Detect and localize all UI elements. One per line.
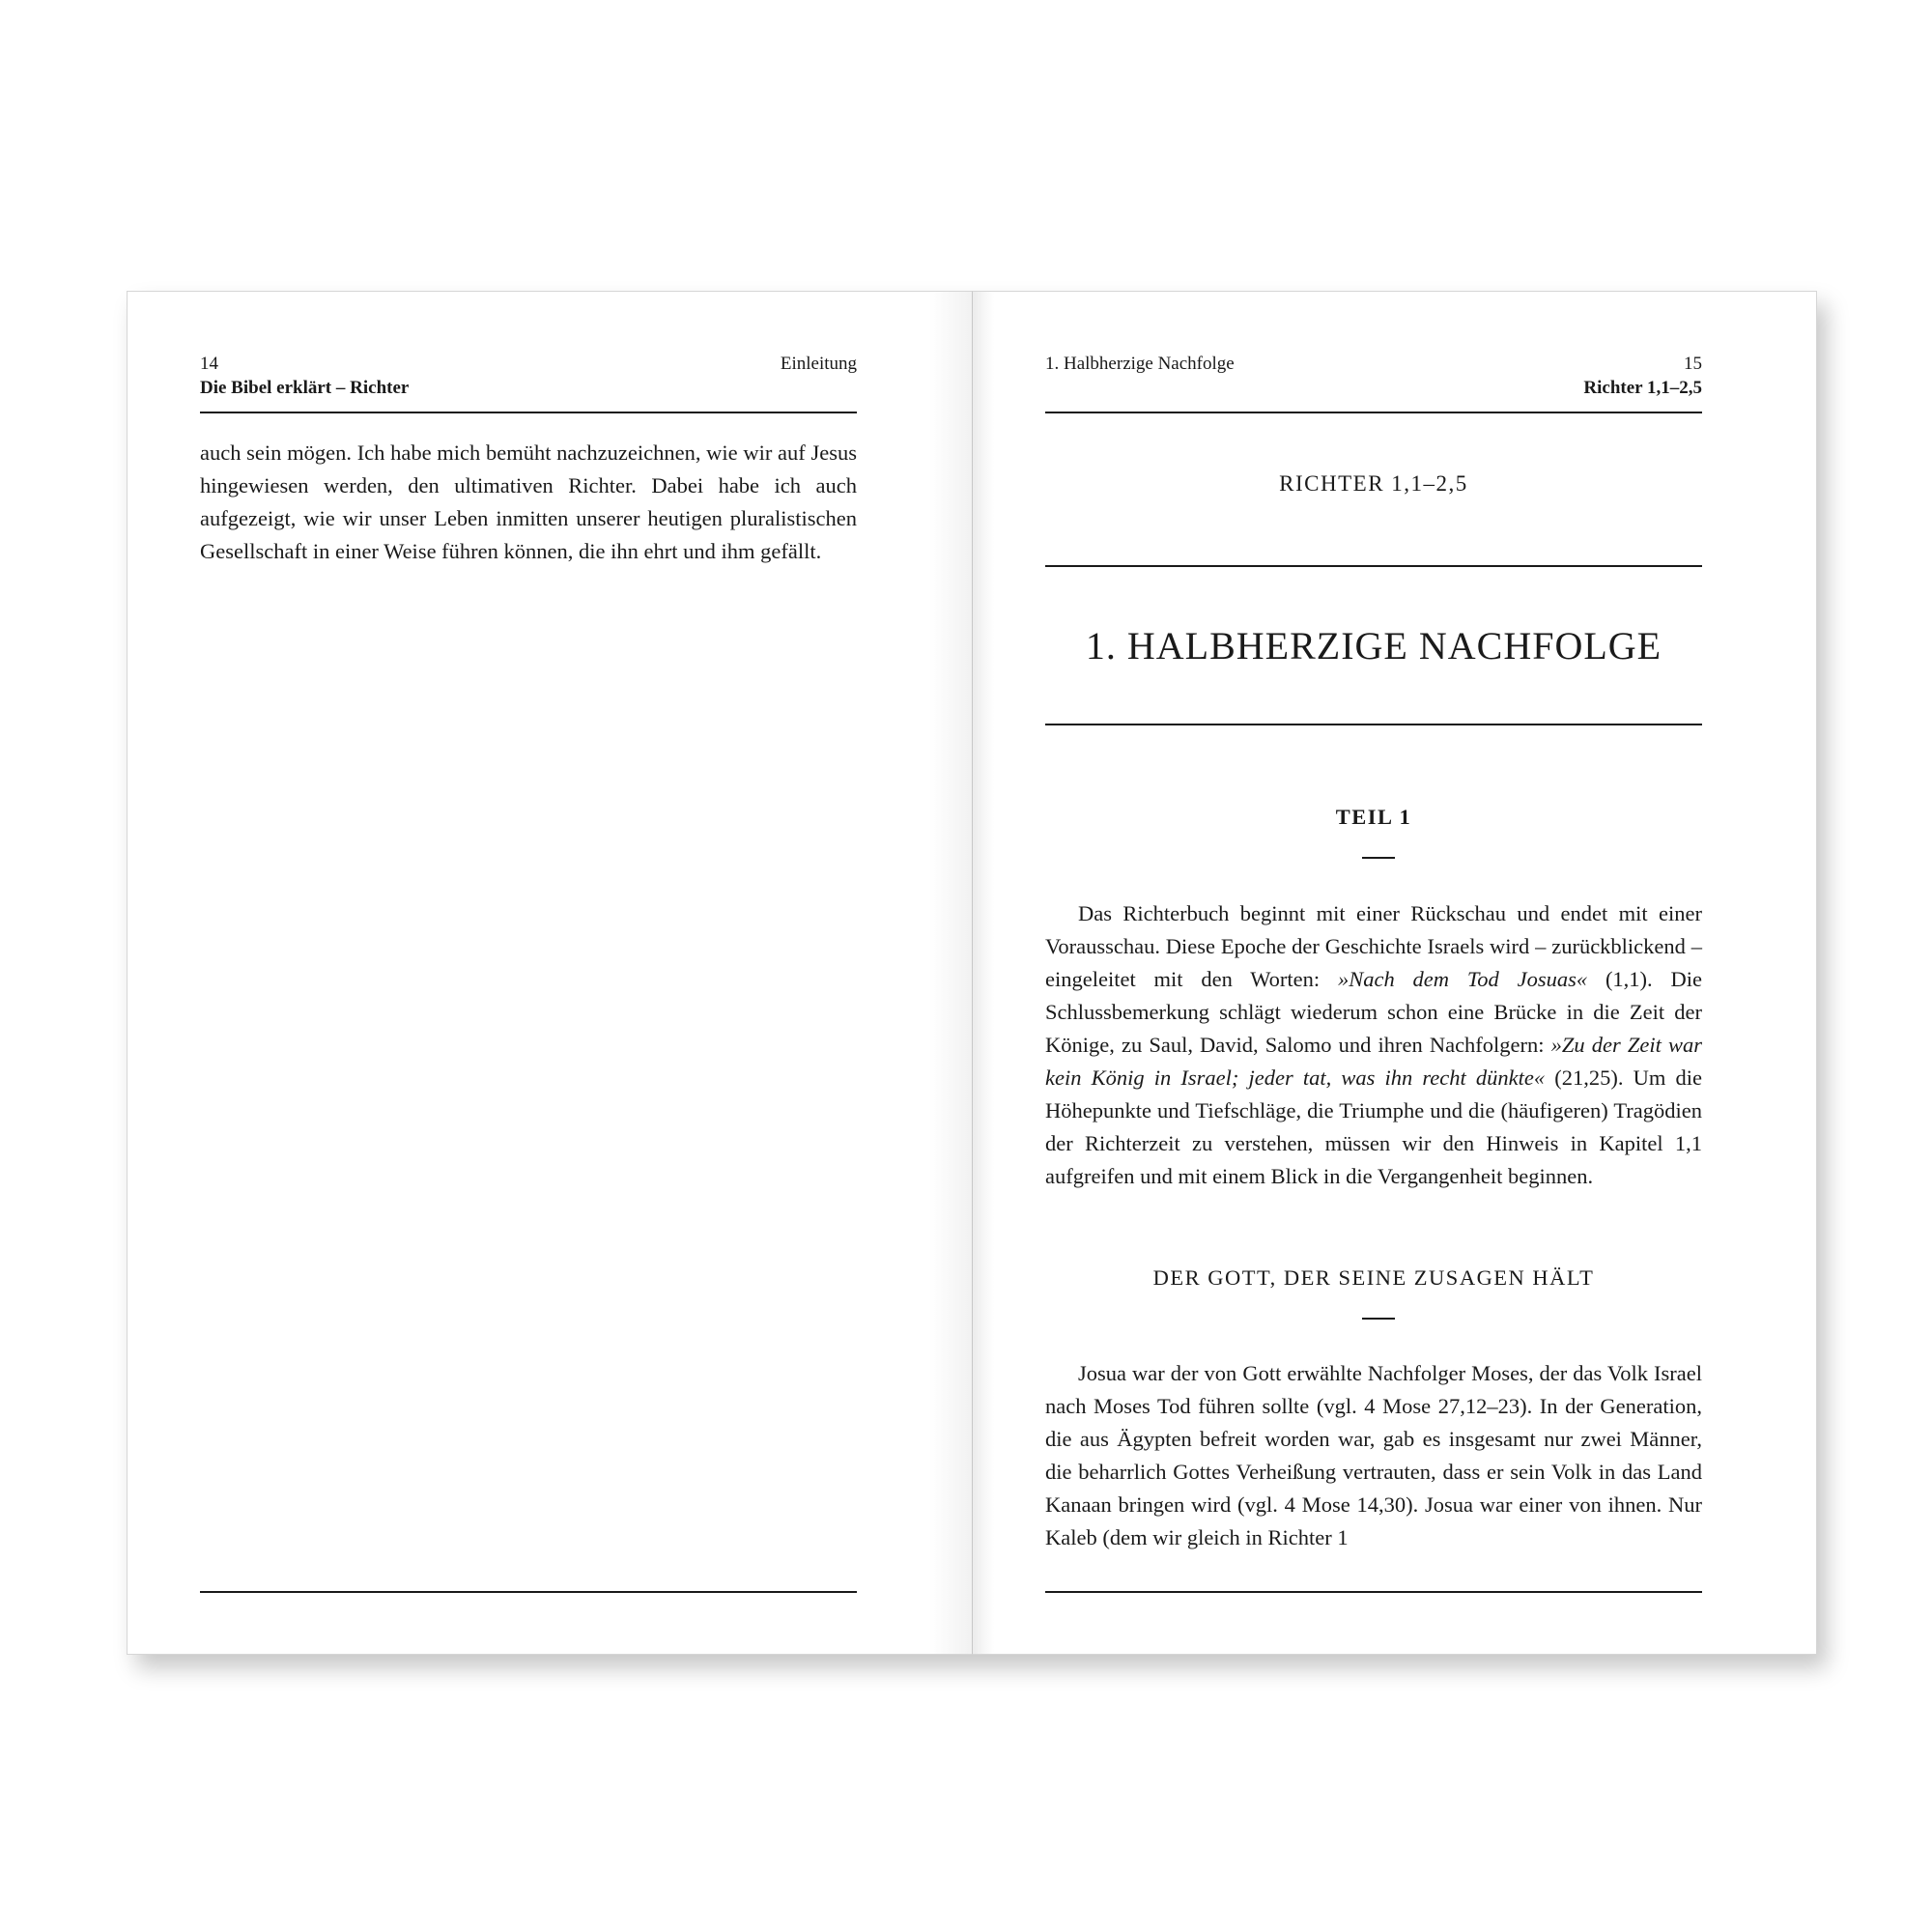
- part-title: TEIL 1: [1335, 805, 1412, 829]
- right-page: [972, 291, 1817, 1655]
- intro-quote-2: »Zu der Zeit war kein König in Israel; jeder tat, was ihn recht dünkte«: [1045, 1033, 1702, 1090]
- right-body-text-2: [1045, 1357, 1702, 1554]
- intro-paragraph: [1045, 897, 1702, 1193]
- right-body-text-1: [1045, 897, 1702, 1193]
- part-title-dash: [1362, 857, 1395, 859]
- left-footer-rule: [200, 1591, 857, 1593]
- section-reference: RICHTER 1,1–2,5: [1279, 471, 1468, 496]
- josua-paragraph: Josua war der von Gott erwählte Nachfolger Moses, der das Volk Israel nach Moses Tod führen sollte (vgl. 4 Mose 27,12–23). In der Generation, die aus Ägypten befreit worden war, gab es insgesamt nur zwei Männer, die beharrlich Gottes Verheißung vertrauten, dass er sein Volk in das Land Kanaan bringen wird (vgl. 4 Mose 14,30). Josua war einer von ihnen. Nur Kaleb (dem wir gleich in Richter 1: [1045, 1361, 1702, 1549]
- intro-text-3: (21,25). Um die Höhepunkte und Tiefschläge, die Triumphe und die (häufigeren) Tragödien der Richterzeit zu verstehen, müssen wir den Hinweis in Kapitel 1,1 aufgreifen und mit einem Blick in die Vergangenheit beginnen.: [1045, 1065, 1702, 1188]
- right-chapter-running: 1. Halbherzige Nachfolge: [1045, 354, 1235, 374]
- left-running-title: Die Bibel erklärt – Richter: [200, 378, 410, 398]
- section-reference-rule: [1045, 565, 1702, 567]
- right-header-rule: [1045, 412, 1702, 413]
- right-page-number: 15: [1684, 354, 1702, 374]
- sub-heading-dash: [1362, 1318, 1395, 1320]
- intro-text-1: Das Richterbuch beginnt mit einer Rückschau und endet mit einer Vorausschau. Diese Epoche der Geschichte Israels wird – zurückblickend – eingeleitet mit den Worten:: [1045, 901, 1702, 991]
- left-paragraph: auch sein mögen. Ich habe mich bemüht nachzuzeichnen, wie wir auf Jesus hingewiesen werden, den ultimativen Richter. Dabei habe ich auch aufgezeigt, wie wir unser Leben inmitten unserer heutigen pluralistischen Gesellschaft in einer Weise führen können, die ihn ehrt und ihm gefällt.: [200, 440, 857, 563]
- right-footer-rule: [1045, 1591, 1702, 1593]
- chapter-title-rule: [1045, 724, 1702, 725]
- intro-text-2: (1,1). Die Schlussbemerkung schlägt wiederum schon eine Brücke in die Zeit der Könige, zu Saul, David, Salomo und ihren Nachfolgern:: [1045, 967, 1702, 1057]
- left-page-number: 14: [200, 354, 218, 374]
- book-spread: [127, 291, 1817, 1655]
- sub-heading: DER GOTT, DER SEINE ZUSAGEN HÄLT: [1152, 1265, 1595, 1290]
- intro-quote-1: »Nach dem Tod Josuas«: [1337, 967, 1588, 991]
- left-running-head: [200, 352, 857, 400]
- right-reference-running: Richter 1,1–2,5: [1583, 378, 1702, 398]
- right-running-head: [1045, 352, 1702, 400]
- left-header-rule: [200, 412, 857, 413]
- left-body-text: [200, 437, 857, 568]
- left-section-label: Einleitung: [780, 354, 857, 374]
- left-page: [127, 291, 972, 1655]
- chapter-title: 1. HALBHERZIGE NACHFOLGE: [1085, 624, 1662, 668]
